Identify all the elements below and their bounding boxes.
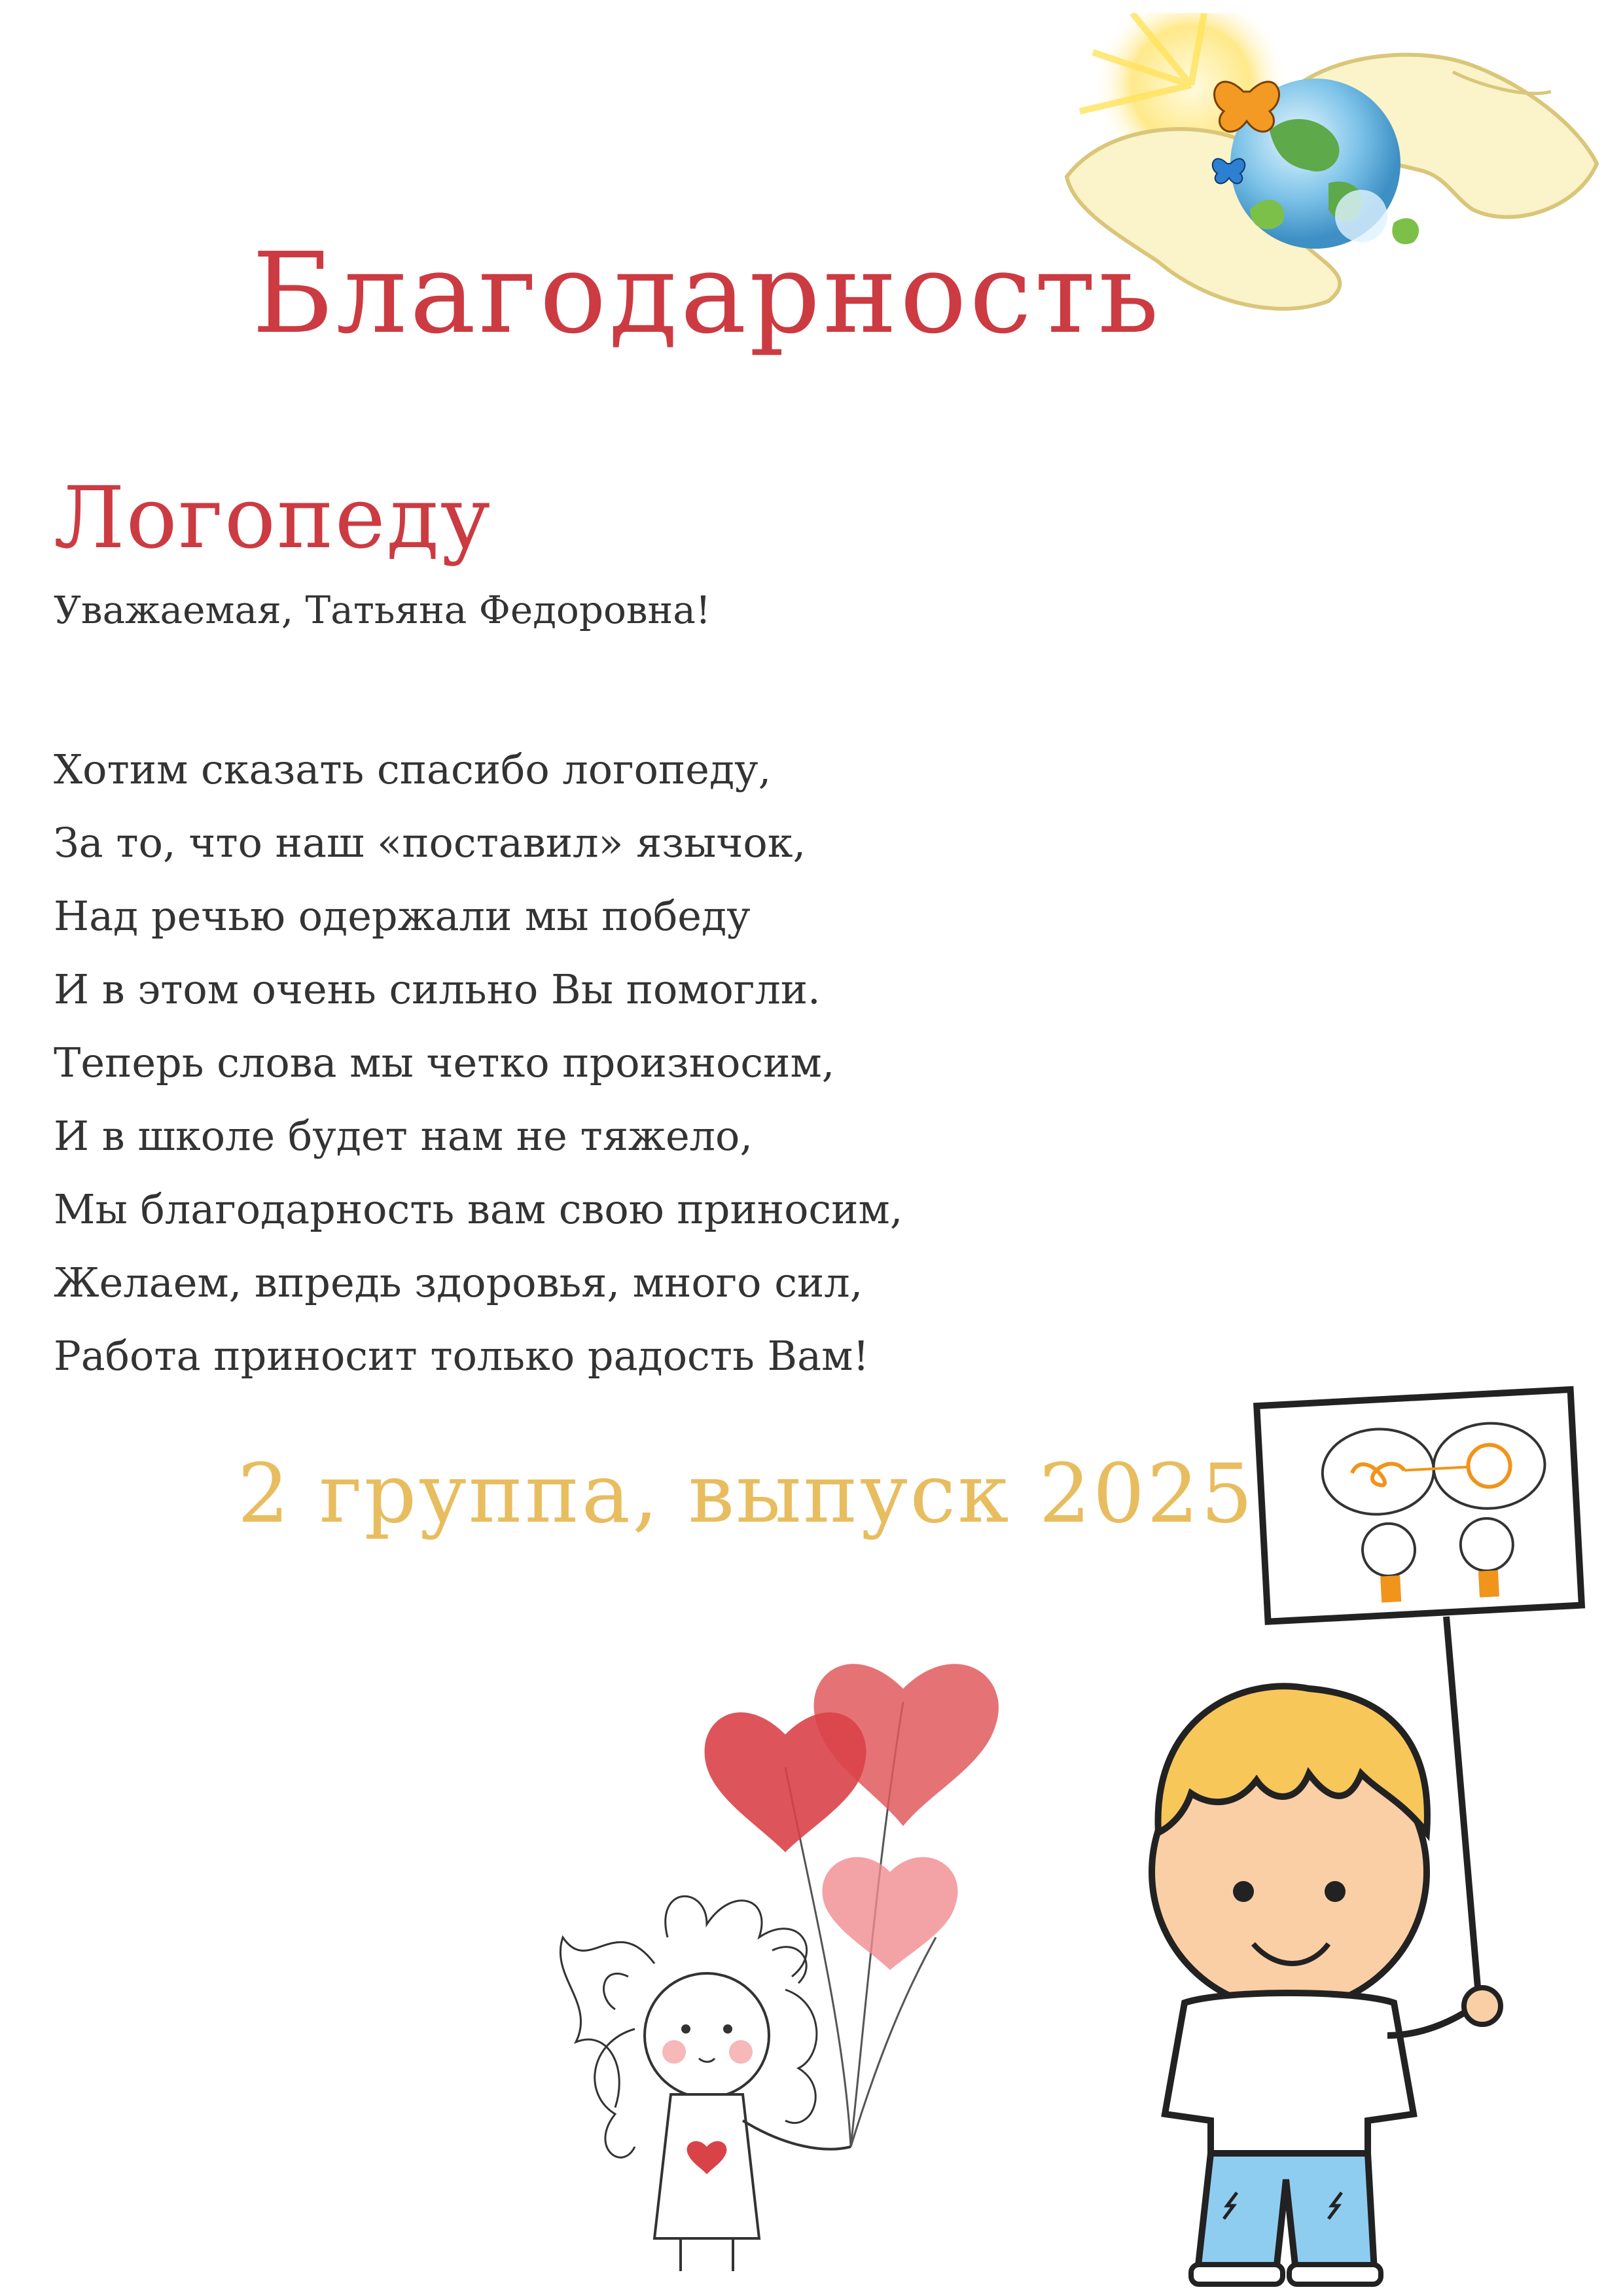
poem-line: Желаем, впредь здоровья, много сил, xyxy=(54,1259,863,1306)
group-signature: 2 группа, выпуск 2025 xyxy=(237,1446,1255,1541)
greeting-line: Уважаемая, Татьяна Федоровна! xyxy=(54,588,711,632)
poem xyxy=(54,733,902,1393)
poem-line: И в этом очень сильно Вы помогли. xyxy=(54,965,821,1013)
poem-line: Теперь слова мы четко произносим, xyxy=(54,1039,835,1086)
page-title: Благодарность xyxy=(251,229,1162,359)
poem-line: Мы благодарность вам свою приносим, xyxy=(54,1185,903,1233)
poem-line: За то, что наш «поставил» язычок, xyxy=(54,819,806,867)
poem-line: Над речью одержали мы победу xyxy=(54,892,751,940)
heart-balloon xyxy=(705,1712,866,1852)
boy-with-sign-illustration xyxy=(1113,1374,1610,2291)
recipient-title: Логопеду xyxy=(54,468,492,567)
poem-line: Хотим сказать спасибо логопеду, xyxy=(54,745,772,793)
poem-line: Работа приносит только радость Вам! xyxy=(54,1332,870,1380)
poem-line: И в школе будет нам не тяжело, xyxy=(54,1112,753,1160)
heart-balloon xyxy=(822,1857,957,1970)
girl-with-balloons-illustration xyxy=(537,1571,1073,2278)
